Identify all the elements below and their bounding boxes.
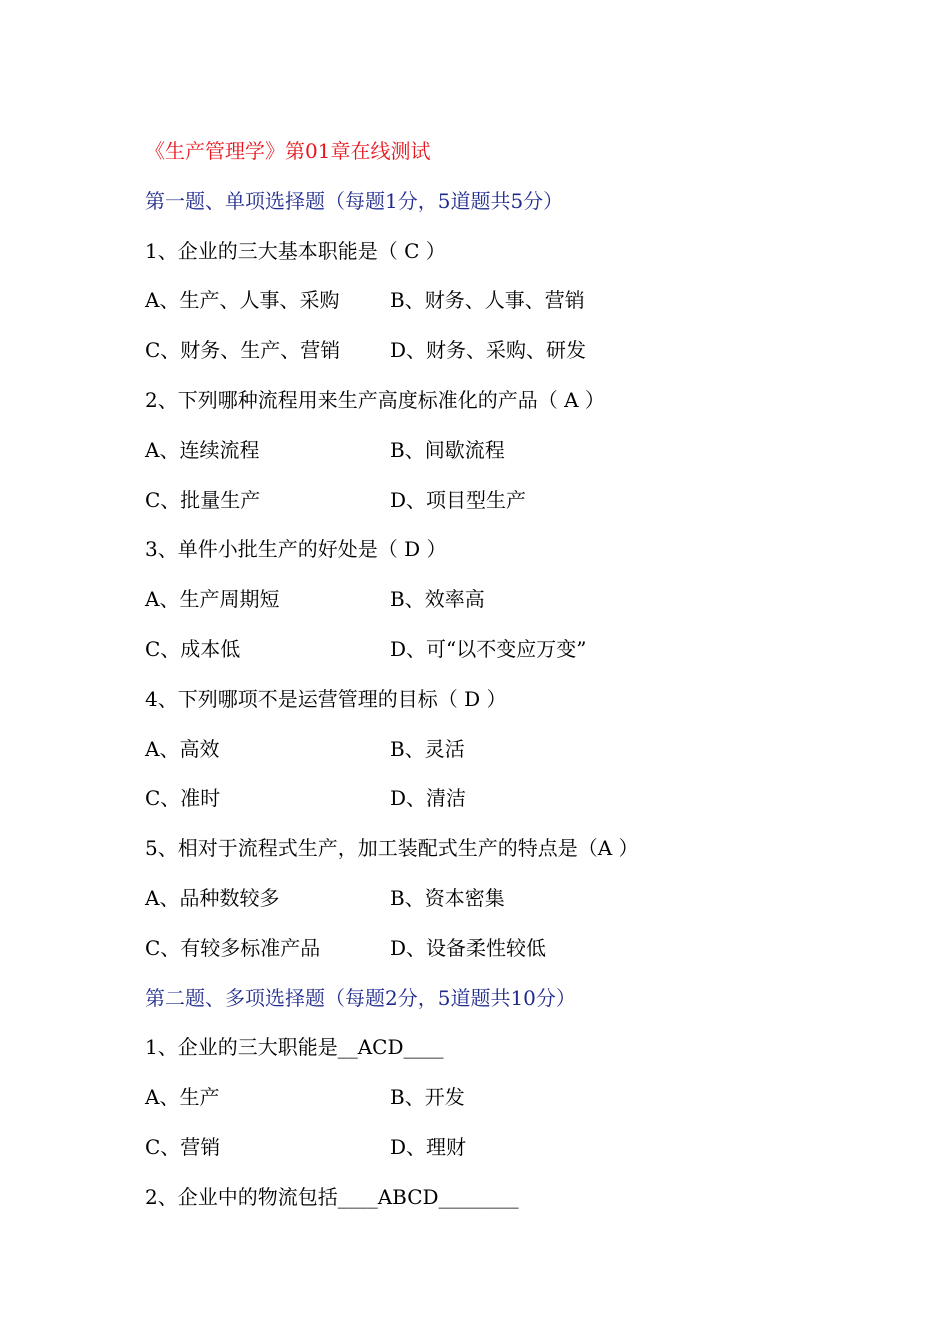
option-row (145, 779, 865, 829)
option-b: B、财务、人事、营销 (390, 288, 585, 313)
option-row (145, 730, 865, 780)
option-d: D、可“以不变应万变” (390, 636, 587, 661)
option-a: A、品种数较多 (145, 885, 280, 910)
option-a: A、生产周期短 (145, 587, 280, 612)
option-row (145, 630, 865, 680)
section-heading-multiple-choice: 第二题、多项选择题（每题2分，5道题共10分） (145, 985, 576, 1010)
option-row (145, 431, 865, 481)
option-row (145, 580, 865, 630)
question-stem: 5、相对于流程式生产，加工装配式生产的特点是（A ） (145, 836, 639, 861)
option-b: B、间歇流程 (390, 437, 505, 462)
document-title: 《生产管理学》第01章在线测试 (145, 139, 431, 163)
option-b: B、资本密集 (390, 885, 505, 910)
section-heading-single-choice: 第一题、单项选择题（每题1分，5道题共5分） (145, 188, 564, 213)
option-d: D、设备柔性较低 (390, 935, 547, 960)
option-row (145, 281, 865, 331)
option-row (145, 929, 865, 979)
question-stem: 2、企业中的物流包括____ABCD________ (145, 1184, 519, 1209)
option-c: C、成本低 (145, 636, 241, 661)
option-d: D、清洁 (390, 786, 467, 811)
question-stem: 3、单件小批生产的好处是（ D ） (145, 537, 447, 562)
question-stem: 1、企业的三大基本职能是（ C ） (145, 238, 446, 263)
option-b: B、开发 (390, 1085, 465, 1110)
question-stem: 2、下列哪种流程用来生产高度标准化的产品（ A ） (145, 387, 605, 412)
option-a: A、生产 (145, 1085, 220, 1110)
option-row (145, 1128, 865, 1178)
option-c: C、有较多标准产品 (145, 935, 321, 960)
option-c: C、财务、生产、营销 (145, 338, 341, 363)
document-body (145, 132, 865, 1228)
option-row (145, 481, 865, 531)
option-d: D、项目型生产 (390, 487, 527, 512)
option-c: C、营销 (145, 1134, 221, 1159)
option-c: C、批量生产 (145, 487, 261, 512)
question-stem: 4、下列哪项不是运营管理的目标（ D ） (145, 686, 507, 711)
option-row (145, 879, 865, 929)
option-a: A、连续流程 (145, 437, 260, 462)
option-d: D、财务、采购、研发 (390, 338, 587, 363)
option-b: B、灵活 (390, 736, 465, 761)
option-a: A、生产、人事、采购 (145, 288, 340, 313)
option-c: C、准时 (145, 786, 221, 811)
question-stem: 1、企业的三大职能是__ACD____ (145, 1035, 444, 1060)
option-a: A、高效 (145, 736, 220, 761)
option-b: B、效率高 (390, 587, 485, 612)
option-row (145, 331, 865, 381)
option-d: D、理财 (390, 1134, 467, 1159)
option-row (145, 1078, 865, 1128)
